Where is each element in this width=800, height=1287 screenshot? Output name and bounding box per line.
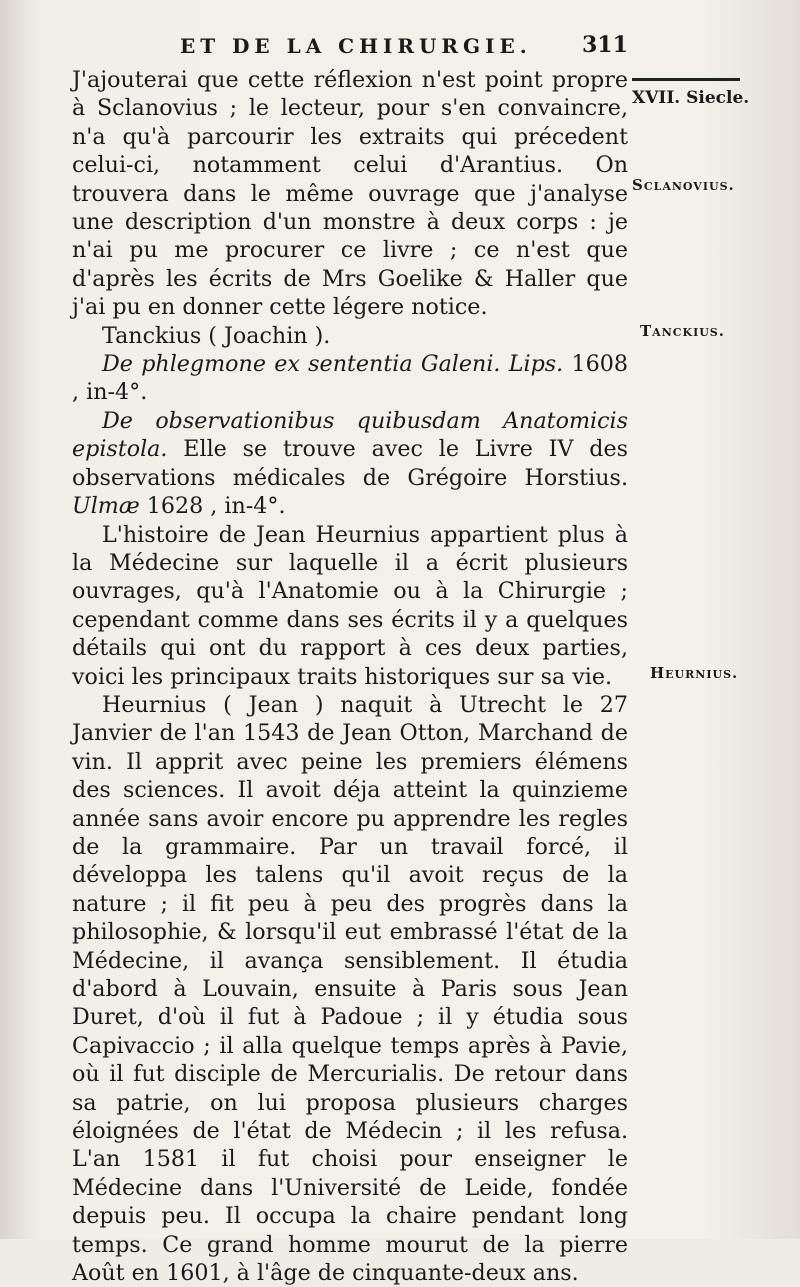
work-note: Elle se trouve avec le Livre IV des observations médicales de Grégoire Horstius. — [72, 436, 628, 491]
margin-note-century: XVII. Siecle. — [632, 88, 750, 108]
margin-note-heurnius: Heurnius. — [650, 664, 739, 682]
paragraph-heurnius-intro: L'histoire de Jean Heurnius appartient plus à la Médecine sur laquelle il a écrit plusieurs ouvrages, qu'à l'Anatomie ou à la Chirurgie ; cependant comme dans ses écrits il y a quelques détails qui ont du rapport à ces deux parties, voici les principaux traits historiques sur sa vie. — [72, 521, 628, 690]
paragraph-sclanovius: J'ajouterai que cette réflexion n'est point propre à Sclanovius ; le lecteur, pour s'en convaincre, n'a qu'à parcourir les extraits qui précedent celui-ci, notamment celui d'Arantius. On trouvera dans le même ouvrage que j'analyse une description d'un monstre à deux corps : je n'ai pu me procurer ce livre ; ce n'est que d'après les écrits de Mrs Goelike & Haller que j'ai pu en donner cette légere notice. — [72, 67, 628, 321]
work-place: Ulmæ — [72, 493, 140, 520]
work-imprint: 1628 , in-4°. — [139, 493, 286, 520]
paragraph-tanckius-heading: Tanckius ( Joachin ). — [102, 322, 331, 349]
paragraph-heurnius-bio: Heurnius ( Jean ) naquit à Utrecht le 27 Janvier de l'an 1543 de Jean Otton, Marchand de vin. Il apprit avec peine les premiers élémens des sciences. Il avoit déja atteint la quinzieme année sans avoir encore pu apprendre les regles de la grammaire. Par un travail forcé, il développa les talens qu'il avoit reçus de la nature ; il fit peu à peu des progrès dans la philosophie, & lorsqu'il eut embrassé l'état de la Médecine, il avança sensiblement. Il étudia d'abord à Louvain, ensuite à Paris sous Jean Duret, d'où il fut à Padoue ; il y étudia sous Capivaccio ; il alla quelque temps après à Pavie, où il fut disciple de Mercurialis. De retour dans sa patrie, on lui proposa plusieurs charges éloignées de l'état de Médecin ; il les refusa. L'an 1581 il fut choisi pour enseigner le Médecine dans l'Université de Leide, fondée depuis peu. Il occupa la chaire pendant long temps. Ce grand homme mourut de la pierre Août en 1601, à l'âge de cinquante-deux ans. — [72, 691, 628, 1287]
margin-rule — [632, 78, 740, 81]
work-imprint: 1608 , in-4°. — [72, 351, 628, 406]
page-number: 311 — [582, 32, 628, 58]
work-title: De phlegmone ex sententia Galeni. Lips. — [102, 351, 564, 378]
paragraph-tanckius-work-2 — [72, 407, 628, 521]
margin-note-sclanovius: Sclanovius. — [632, 176, 735, 194]
work-title: De observationibus quibusdam Anatomicis epistola. — [72, 407, 628, 463]
body-text — [72, 66, 628, 1287]
margin-note-tanckius: Tanckius. — [640, 322, 725, 340]
running-head: ET DE LA CHIRURGIE. — [180, 34, 532, 58]
paragraph-tanckius-work-1 — [72, 350, 628, 407]
